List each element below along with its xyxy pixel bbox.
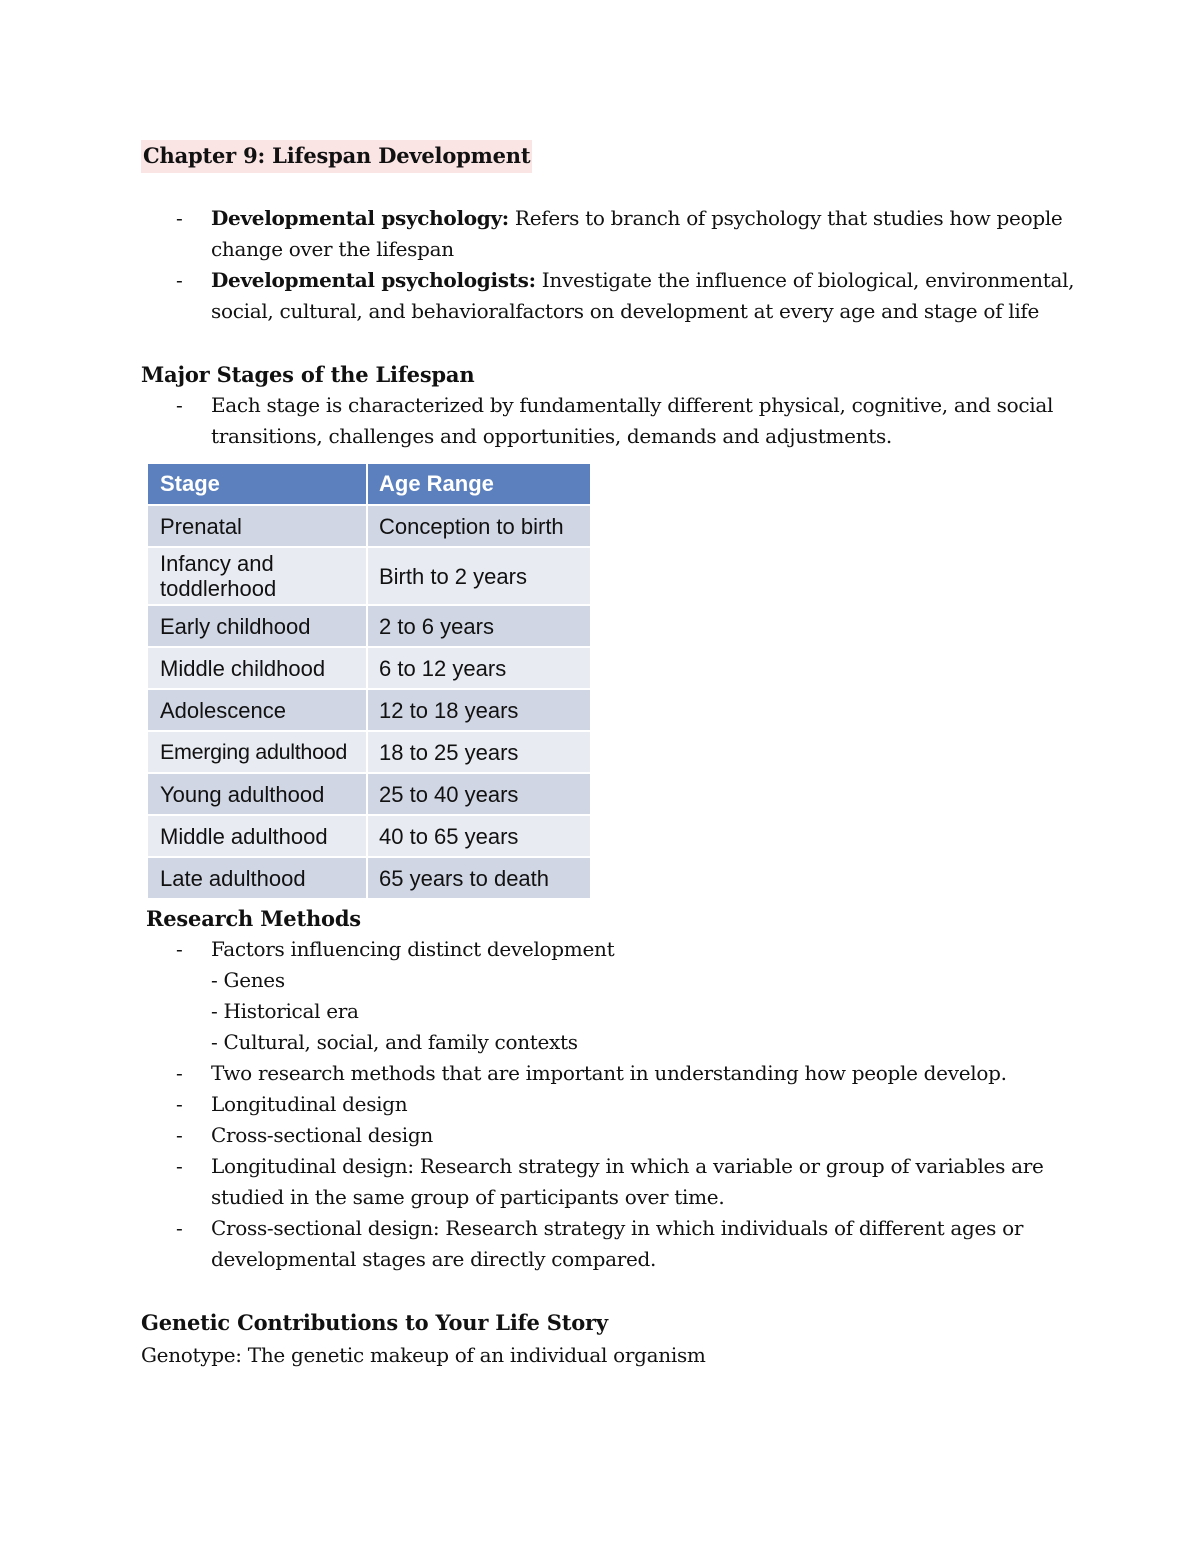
definition-text: Investigate the influence of biological, environmental, xyxy=(535,268,1075,292)
definition-text: social, cultural, and behavioralfactors on development at every age and stage of life xyxy=(211,299,1040,323)
definition-text: change over the lifespan xyxy=(211,237,454,261)
stage-cell: Emerging adulthood xyxy=(148,732,368,772)
term-label: Developmental psychology: xyxy=(211,206,509,230)
stage-cell: Early childhood xyxy=(148,606,368,646)
stage-cell: Adolescence xyxy=(148,690,368,730)
stage-cell: Prenatal xyxy=(148,506,368,546)
table-row xyxy=(148,772,590,814)
sub-item-text: - Historical era xyxy=(211,999,359,1023)
definition-text: Refers to branch of psychology that studies how people xyxy=(508,206,1063,230)
age-range-cell: 40 to 65 years xyxy=(379,823,519,849)
section-heading-genetic: Genetic Contributions to Your Life Story xyxy=(141,1310,608,1335)
stage-cell: Late adulthood xyxy=(148,858,368,898)
table-row xyxy=(148,546,590,604)
list-item-text: Cross-sectional design xyxy=(211,1123,433,1147)
list-item-text: Longitudinal design: Research strategy in which a variable or group of variables are xyxy=(211,1154,1044,1178)
bullet-dash: - xyxy=(176,1154,183,1178)
column-header-age-range: Age Range xyxy=(379,471,494,496)
table-row xyxy=(148,604,590,646)
bullet-dash: - xyxy=(176,268,183,292)
bullet-dash: - xyxy=(176,1123,183,1147)
page-title: Chapter 9: Lifespan Development xyxy=(141,140,532,173)
stage-cell: Middle adulthood xyxy=(148,816,368,856)
bullet-dash: - xyxy=(176,393,183,417)
list-item-text: Cross-sectional design: Research strategy in which individuals of different ages or xyxy=(211,1216,1024,1240)
bullet-dash: - xyxy=(176,206,183,230)
table-row xyxy=(148,856,590,898)
list-item-text: Each stage is characterized by fundamentally different physical, cognitive, and social xyxy=(211,393,1054,417)
list-item-text: transitions, challenges and opportunities, demands and adjustments. xyxy=(211,424,892,448)
table-row xyxy=(148,688,590,730)
lifespan-stages-table xyxy=(148,464,590,898)
list-item-text: Longitudinal design xyxy=(211,1092,408,1116)
table-row xyxy=(148,730,590,772)
age-range-cell: 2 to 6 years xyxy=(379,613,494,639)
list-item-text: studied in the same group of participants over time. xyxy=(211,1185,725,1209)
section-heading-major-stages: Major Stages of the Lifespan xyxy=(141,362,475,387)
age-range-cell: Conception to birth xyxy=(379,513,564,539)
table-row xyxy=(148,814,590,856)
list-item-text: developmental stages are directly compared. xyxy=(211,1247,657,1271)
section-heading-research-methods: Research Methods xyxy=(146,906,361,931)
age-range-cell: 65 years to death xyxy=(379,865,550,891)
age-range-cell: 18 to 25 years xyxy=(379,739,519,765)
table-row xyxy=(148,504,590,546)
age-range-cell: Birth to 2 years xyxy=(379,563,527,589)
list-item-text: Factors influencing distinct development xyxy=(211,937,615,961)
age-range-cell: 25 to 40 years xyxy=(379,781,519,807)
stage-cell: Middle childhood xyxy=(148,648,368,688)
table-header-row xyxy=(148,464,590,504)
table-row xyxy=(148,646,590,688)
term-label: Developmental psychologists: xyxy=(211,268,536,292)
sub-item-text: - Cultural, social, and family contexts xyxy=(211,1030,578,1054)
genotype-definition: Genotype: The genetic makeup of an individual organism xyxy=(141,1343,706,1367)
bullet-dash: - xyxy=(176,1061,183,1085)
age-range-cell: 6 to 12 years xyxy=(379,655,507,681)
bullet-dash: - xyxy=(176,1092,183,1116)
sub-item-text: - Genes xyxy=(211,968,285,992)
age-range-cell: 12 to 18 years xyxy=(379,697,519,723)
bullet-dash: - xyxy=(176,1216,183,1240)
column-header-stage: Stage xyxy=(148,464,368,504)
stage-cell: Infancy and toddlerhood xyxy=(148,548,368,604)
list-item-text: Two research methods that are important in understanding how people develop. xyxy=(211,1061,1007,1085)
stage-cell: Young adulthood xyxy=(148,774,368,814)
bullet-dash: - xyxy=(176,937,183,961)
